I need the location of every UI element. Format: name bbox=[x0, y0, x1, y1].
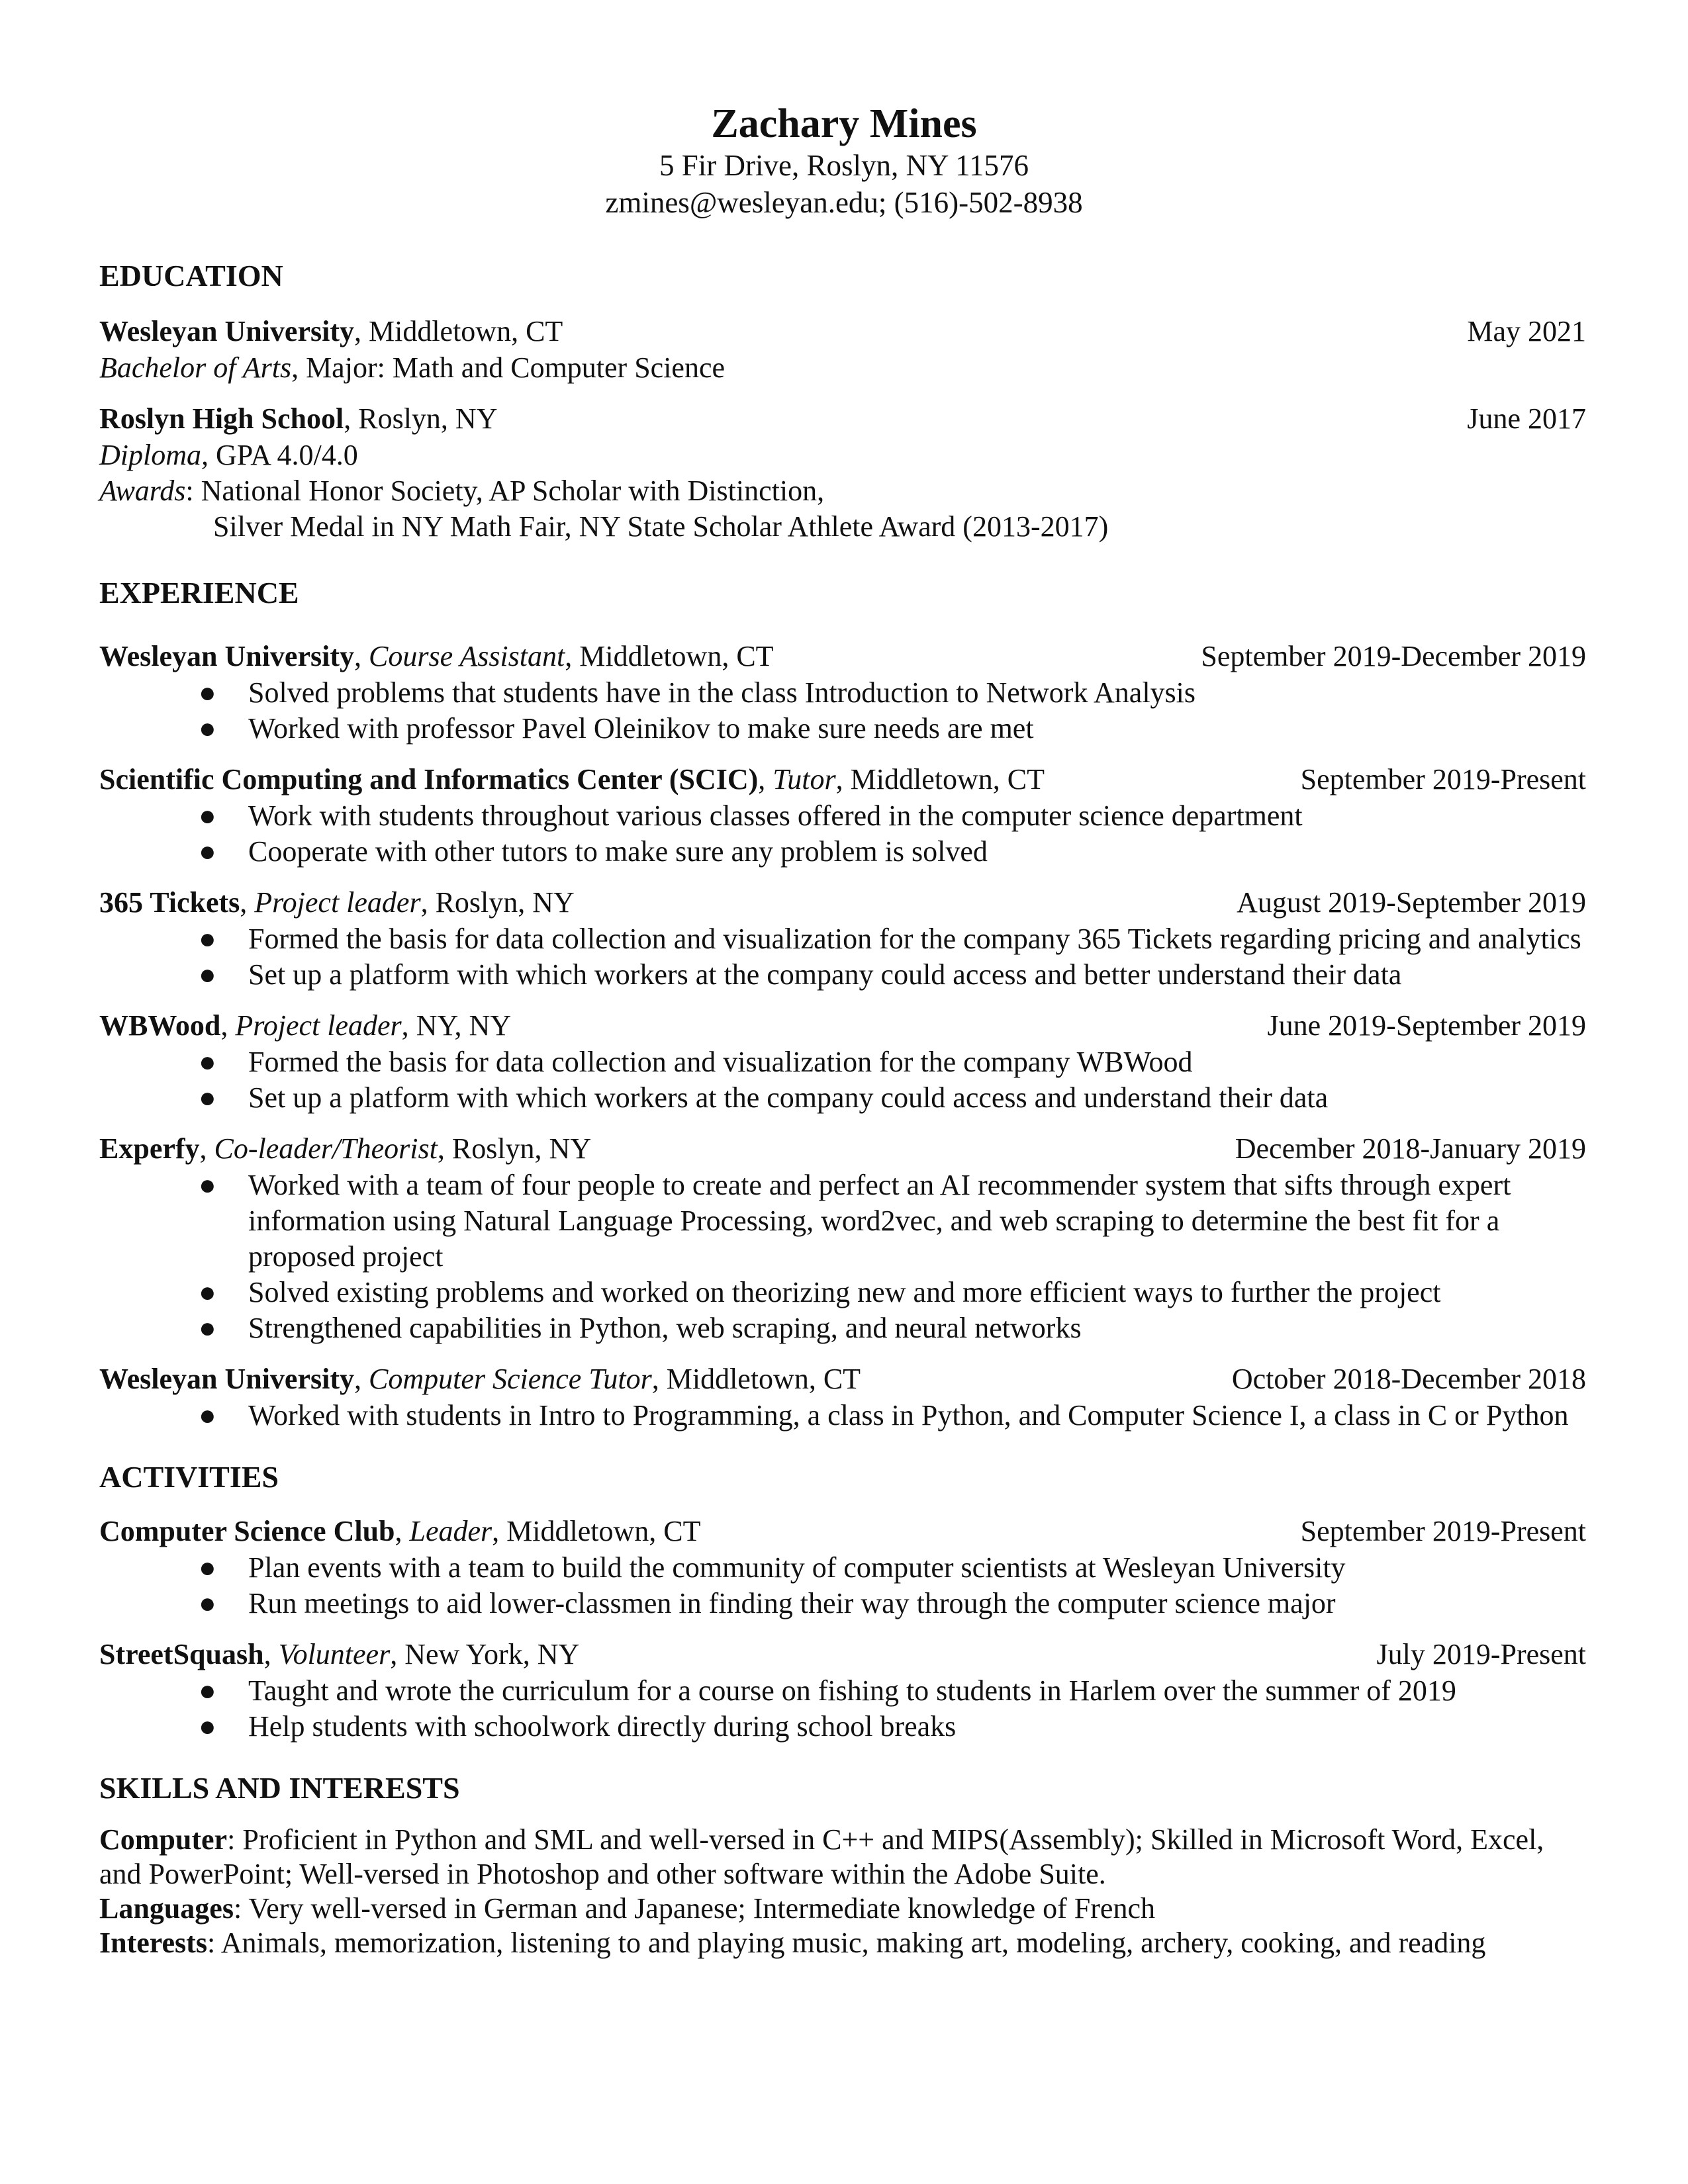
entry-location: , Roslyn, NY bbox=[437, 1132, 592, 1165]
bullet-item bbox=[99, 1080, 1589, 1116]
entry-date: September 2019-Present bbox=[1300, 763, 1586, 796]
entry-title bbox=[99, 761, 1045, 798]
bullet-text: Help students with schoolwork directly during school breaks bbox=[248, 1710, 957, 1743]
degree-detail: , Major: Math and Computer Science bbox=[291, 351, 726, 384]
awards-label: Awards bbox=[99, 475, 186, 507]
school-date: June 2017 bbox=[1467, 402, 1586, 435]
resume-header bbox=[99, 101, 1589, 221]
bullet-item bbox=[99, 711, 1589, 747]
entry-organization: Experfy bbox=[99, 1132, 200, 1165]
bullet-item bbox=[99, 1310, 1589, 1346]
entry-title bbox=[99, 1513, 701, 1550]
entry-date: October 2018-December 2018 bbox=[1231, 1363, 1586, 1395]
entry-role: Course Assistant bbox=[368, 640, 565, 672]
entry-date: August 2019-September 2019 bbox=[1237, 886, 1586, 919]
entry-title bbox=[99, 1636, 579, 1673]
bullet-text: Formed the basis for data collection and visualization for the company 365 Tickets regarding pricing and analytics bbox=[248, 923, 1581, 955]
bullet-text: Set up a platform with which workers at the company could access and understand their data bbox=[248, 1081, 1329, 1114]
activities-heading: ACTIVITIES bbox=[99, 1460, 279, 1494]
bullet-text: Solved existing problems and worked on theorizing new and more efficient ways to further the project bbox=[248, 1276, 1441, 1308]
bullet-icon: ● bbox=[199, 1276, 216, 1308]
entry-organization: Computer Science Club bbox=[99, 1515, 395, 1547]
entry-title bbox=[99, 1361, 861, 1398]
skill-label: Languages bbox=[99, 1892, 234, 1925]
bullet-icon: ● bbox=[199, 1081, 216, 1114]
skill-text: : Animals, memorization, listening to and playing music, making art, modeling, archery, cooking, and reading bbox=[207, 1927, 1486, 1959]
bullet-icon: ● bbox=[199, 712, 216, 745]
bullet-text: Run meetings to aid lower-classmen in finding their way through the computer science major bbox=[248, 1587, 1336, 1619]
entry bbox=[99, 1361, 1589, 1433]
school-date: May 2021 bbox=[1467, 315, 1586, 347]
education-heading: EDUCATION bbox=[99, 259, 283, 293]
entry-location: , Middletown, CT bbox=[565, 640, 774, 672]
entry bbox=[99, 1007, 1589, 1116]
entry-role: Volunteer bbox=[278, 1638, 391, 1670]
bullet-icon: ● bbox=[199, 958, 216, 991]
bullet-list bbox=[99, 675, 1589, 747]
entry-title bbox=[99, 1007, 511, 1044]
entry bbox=[99, 884, 1589, 993]
school-location: , Middletown, CT bbox=[353, 315, 563, 347]
bullet-list bbox=[99, 798, 1589, 870]
bullet-text: Worked with professor Pavel Oleinikov to make sure needs are met bbox=[248, 712, 1034, 745]
entry-separator: , bbox=[395, 1515, 410, 1547]
entry-role: Project leader bbox=[235, 1009, 402, 1042]
school-location: , Roslyn, NY bbox=[344, 402, 498, 435]
bullet-list bbox=[99, 1044, 1589, 1116]
entry-date: June 2019-September 2019 bbox=[1267, 1009, 1586, 1042]
bullet-item bbox=[99, 798, 1589, 834]
bullet-text: Plan events with a team to build the community of computer scientists at Wesleyan University bbox=[248, 1551, 1346, 1584]
entry bbox=[99, 1513, 1589, 1621]
bullet-icon: ● bbox=[199, 1587, 216, 1619]
experience-list bbox=[99, 638, 1589, 1433]
bullet-list bbox=[99, 1398, 1589, 1433]
bullet-icon: ● bbox=[199, 835, 216, 868]
candidate-name: Zachary Mines bbox=[711, 101, 977, 146]
entry-separator: , bbox=[240, 886, 255, 919]
entry-header bbox=[99, 1361, 1589, 1398]
bullet-item bbox=[99, 1167, 1589, 1275]
entry-date: December 2018-January 2019 bbox=[1235, 1132, 1586, 1165]
entry-separator: , bbox=[353, 640, 369, 672]
entry bbox=[99, 1636, 1589, 1745]
bullet-icon: ● bbox=[199, 676, 216, 709]
entry-header bbox=[99, 761, 1589, 798]
entry-title bbox=[99, 884, 575, 921]
bullet-text: Cooperate with other tutors to make sure any problem is solved bbox=[248, 835, 988, 868]
education-entry-roslyn bbox=[99, 400, 1589, 545]
entry-separator: , bbox=[199, 1132, 214, 1165]
entry-header bbox=[99, 1636, 1589, 1673]
entry-organization: Scientific Computing and Informatics Center (SCIC) bbox=[99, 763, 759, 796]
entry-organization: Wesleyan University bbox=[99, 1363, 354, 1395]
skill-languages bbox=[99, 1891, 1589, 1926]
degree-detail: GPA 4.0/4.0 bbox=[209, 439, 358, 471]
bullet-text: Work with students throughout various classes offered in the computer science department bbox=[248, 799, 1303, 832]
entry-separator: , bbox=[353, 1363, 369, 1395]
degree-name: Bachelor of Arts bbox=[99, 351, 292, 384]
address: 5 Fir Drive, Roslyn, NY 11576 bbox=[659, 149, 1029, 182]
bullet-icon: ● bbox=[199, 923, 216, 955]
bullet-list bbox=[99, 1167, 1589, 1346]
bullet-item bbox=[99, 1709, 1589, 1745]
experience-heading: EXPERIENCE bbox=[99, 576, 299, 610]
awards-text: : National Honor Society, AP Scholar with Distinction, bbox=[185, 475, 825, 507]
resume-page bbox=[99, 99, 1589, 2085]
skill-computer bbox=[99, 1823, 1589, 1891]
bullet-text: Formed the basis for data collection and visualization for the company WBWood bbox=[248, 1046, 1193, 1078]
bullet-list bbox=[99, 1673, 1589, 1745]
bullet-text: Strengthened capabilities in Python, web scraping, and neural networks bbox=[248, 1312, 1082, 1344]
entry bbox=[99, 1130, 1589, 1346]
entry-date: September 2019-Present bbox=[1300, 1515, 1586, 1547]
skill-label: Interests bbox=[99, 1927, 207, 1959]
entry-header bbox=[99, 1130, 1589, 1167]
bullet-item bbox=[99, 1673, 1589, 1709]
entry bbox=[99, 638, 1589, 747]
bullet-icon: ● bbox=[199, 799, 216, 832]
entry-location: , NY, NY bbox=[401, 1009, 512, 1042]
entry-title bbox=[99, 1130, 591, 1167]
email-phone: zmines@wesleyan.edu; (516)-502-8938 bbox=[605, 186, 1083, 219]
bullet-item bbox=[99, 1044, 1589, 1080]
entry-role: Project leader bbox=[254, 886, 421, 919]
entry-location: , Roslyn, NY bbox=[420, 886, 575, 919]
entry-separator: , bbox=[263, 1638, 279, 1670]
entry-separator: , bbox=[758, 763, 773, 796]
bullet-icon: ● bbox=[199, 1551, 216, 1584]
skills-heading: SKILLS AND INTERESTS bbox=[99, 1771, 460, 1805]
entry bbox=[99, 761, 1589, 870]
school-name: Roslyn High School bbox=[99, 402, 344, 435]
bullet-item bbox=[99, 834, 1589, 870]
skills-list bbox=[99, 1823, 1589, 1960]
entry-role: Tutor bbox=[773, 763, 836, 796]
skill-interests bbox=[99, 1926, 1589, 1960]
education-entry-wesleyan bbox=[99, 313, 1589, 386]
entry-location: , Middletown, CT bbox=[492, 1515, 701, 1547]
bullet-item bbox=[99, 1550, 1589, 1586]
entry-date: September 2019-December 2019 bbox=[1201, 640, 1586, 672]
bullet-item bbox=[99, 1586, 1589, 1621]
entry-header bbox=[99, 1513, 1589, 1550]
bullet-item bbox=[99, 957, 1589, 993]
bullet-item bbox=[99, 675, 1589, 711]
bullet-icon: ● bbox=[199, 1312, 216, 1344]
entry-organization: WBWood bbox=[99, 1009, 221, 1042]
bullet-list bbox=[99, 921, 1589, 993]
bullet-item bbox=[99, 1398, 1589, 1433]
entry-title bbox=[99, 638, 774, 675]
entry-date: July 2019-Present bbox=[1376, 1638, 1586, 1670]
skill-text: : Proficient in Python and SML and well-versed in C++ and MIPS(Assembly); Skilled in Microsoft Word, Excel, and PowerPoint; Well-versed in Photoshop and other software within the Adobe Suite. bbox=[99, 1823, 1544, 1890]
awards-text-continued: Silver Medal in NY Math Fair, NY State Scholar Athlete Award (2013-2017) bbox=[213, 510, 1109, 543]
bullet-icon: ● bbox=[199, 1046, 216, 1078]
entry-organization: 365 Tickets bbox=[99, 886, 240, 919]
entry-location: , New York, NY bbox=[390, 1638, 580, 1670]
entry-role: Co-leader/Theorist bbox=[214, 1132, 438, 1165]
entry-header bbox=[99, 884, 1589, 921]
bullet-item bbox=[99, 921, 1589, 957]
bullet-icon: ● bbox=[199, 1169, 216, 1201]
bullet-text: Set up a platform with which workers at the company could access and better understand their data bbox=[248, 958, 1402, 991]
bullet-icon: ● bbox=[199, 1674, 216, 1707]
bullet-item bbox=[99, 1275, 1589, 1310]
degree-name: Diploma, bbox=[99, 439, 209, 471]
entry-location: , Middletown, CT bbox=[835, 763, 1045, 796]
bullet-list bbox=[99, 1550, 1589, 1621]
entry-header bbox=[99, 1007, 1589, 1044]
bullet-text: Worked with students in Intro to Programming, a class in Python, and Computer Science I, a class in C or Python bbox=[248, 1399, 1569, 1432]
entry-role: Computer Science Tutor bbox=[368, 1363, 652, 1395]
bullet-text: Solved problems that students have in the class Introduction to Network Analysis bbox=[248, 676, 1196, 709]
activities-list bbox=[99, 1513, 1589, 1745]
school-name: Wesleyan University bbox=[99, 315, 354, 347]
entry-organization: StreetSquash bbox=[99, 1638, 264, 1670]
bullet-icon: ● bbox=[199, 1710, 216, 1743]
entry-separator: , bbox=[220, 1009, 236, 1042]
bullet-text: Taught and wrote the curriculum for a course on fishing to students in Harlem over the summer of 2019 bbox=[248, 1674, 1456, 1707]
skill-text: : Very well-versed in German and Japanese; Intermediate knowledge of French bbox=[233, 1892, 1155, 1925]
entry-organization: Wesleyan University bbox=[99, 640, 354, 672]
entry-location: , Middletown, CT bbox=[651, 1363, 861, 1395]
bullet-icon: ● bbox=[199, 1399, 216, 1432]
skill-label: Computer bbox=[99, 1823, 228, 1856]
bullet-text: Worked with a team of four people to create and perfect an AI recommender system that sifts through expert information using Natural Language Processing, word2vec, and web scraping to determine the best fit for a proposed project bbox=[248, 1169, 1511, 1273]
entry-role: Leader bbox=[409, 1515, 492, 1547]
entry-header bbox=[99, 638, 1589, 675]
